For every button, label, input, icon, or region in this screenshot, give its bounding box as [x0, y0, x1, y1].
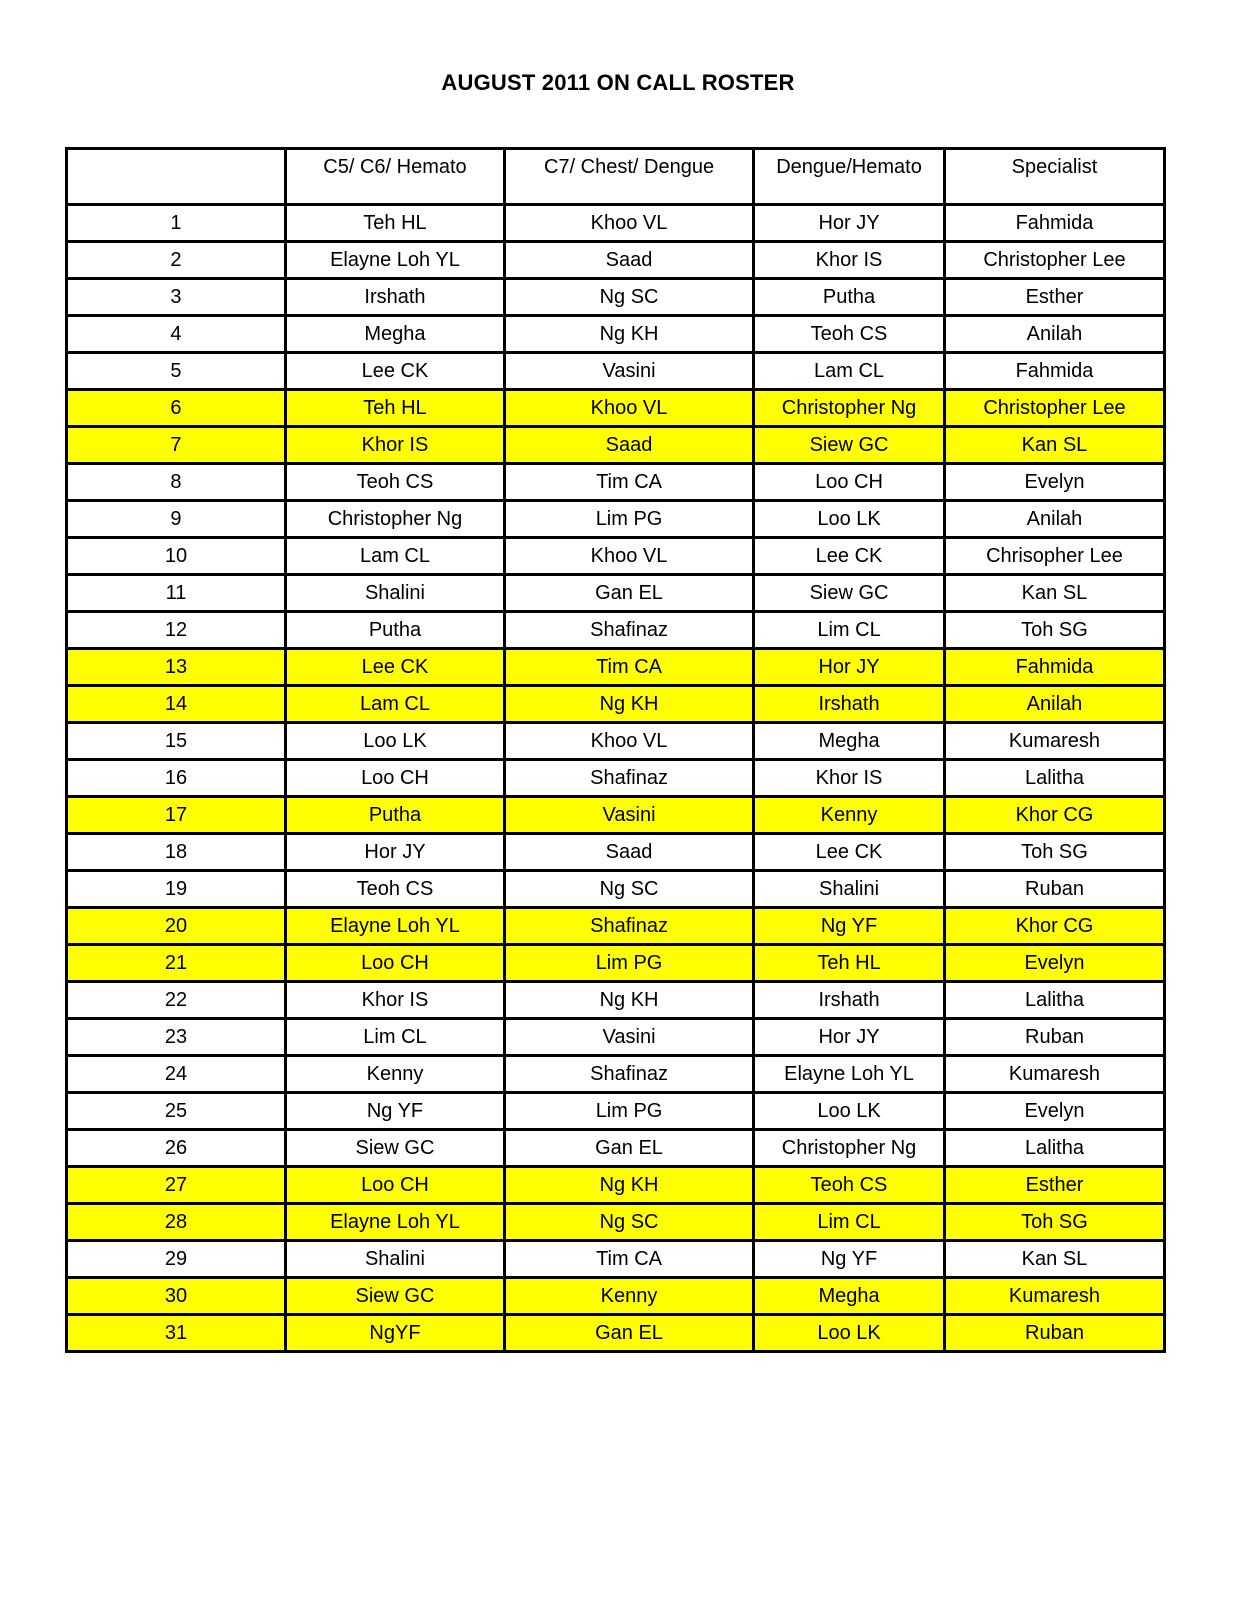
cell-dengue-hemato: Loo LK	[754, 501, 945, 538]
cell-dengue-hemato: Christopher Ng	[754, 390, 945, 427]
cell-specialist: Fahmida	[944, 205, 1164, 242]
cell-c5-c6-hemato: Teoh CS	[285, 464, 504, 501]
table-row	[67, 501, 1165, 538]
cell-day: 22	[67, 982, 286, 1019]
cell-day: 1	[67, 205, 286, 242]
cell-c5-c6-hemato: Elayne Loh YL	[285, 242, 504, 279]
cell-specialist: Kan SL	[944, 427, 1164, 464]
cell-dengue-hemato: Putha	[754, 279, 945, 316]
cell-c5-c6-hemato: Khor IS	[285, 427, 504, 464]
cell-day: 2	[67, 242, 286, 279]
table-row	[67, 723, 1165, 760]
cell-dengue-hemato: Loo LK	[754, 1315, 945, 1352]
cell-specialist: Anilah	[944, 316, 1164, 353]
header-row	[67, 149, 1165, 205]
header-c7-chest-dengue: C7/ Chest/ Dengue	[504, 149, 753, 205]
cell-dengue-hemato: Ng YF	[754, 908, 945, 945]
cell-day: 21	[67, 945, 286, 982]
cell-specialist: Evelyn	[944, 1093, 1164, 1130]
cell-c5-c6-hemato: Putha	[285, 612, 504, 649]
cell-specialist: Ruban	[944, 871, 1164, 908]
cell-day: 25	[67, 1093, 286, 1130]
table-row	[67, 575, 1165, 612]
cell-day: 23	[67, 1019, 286, 1056]
cell-dengue-hemato: Lee CK	[754, 834, 945, 871]
cell-day: 12	[67, 612, 286, 649]
cell-c5-c6-hemato: Christopher Ng	[285, 501, 504, 538]
header-specialist: Specialist	[944, 149, 1164, 205]
table-row	[67, 871, 1165, 908]
table-row	[67, 612, 1165, 649]
cell-specialist: Kumaresh	[944, 1056, 1164, 1093]
cell-specialist: Lalitha	[944, 760, 1164, 797]
cell-c5-c6-hemato: Putha	[285, 797, 504, 834]
cell-specialist: Chrisopher Lee	[944, 538, 1164, 575]
cell-specialist: Ruban	[944, 1019, 1164, 1056]
cell-c7-chest-dengue: Shafinaz	[504, 908, 753, 945]
cell-c5-c6-hemato: Megha	[285, 316, 504, 353]
cell-dengue-hemato: Hor JY	[754, 205, 945, 242]
table-row	[67, 649, 1165, 686]
cell-specialist: Fahmida	[944, 353, 1164, 390]
cell-c7-chest-dengue: Lim PG	[504, 1093, 753, 1130]
cell-c5-c6-hemato: Lee CK	[285, 649, 504, 686]
cell-c5-c6-hemato: Lim CL	[285, 1019, 504, 1056]
cell-c5-c6-hemato: Siew GC	[285, 1278, 504, 1315]
table-row	[67, 538, 1165, 575]
cell-dengue-hemato: Loo LK	[754, 1093, 945, 1130]
cell-specialist: Khor CG	[944, 908, 1164, 945]
cell-specialist: Fahmida	[944, 649, 1164, 686]
cell-dengue-hemato: Teh HL	[754, 945, 945, 982]
table-row	[67, 982, 1165, 1019]
cell-day: 30	[67, 1278, 286, 1315]
cell-c5-c6-hemato: Khor IS	[285, 982, 504, 1019]
cell-day: 29	[67, 1241, 286, 1278]
cell-c5-c6-hemato: Teh HL	[285, 205, 504, 242]
cell-dengue-hemato: Kenny	[754, 797, 945, 834]
roster-table	[65, 147, 1166, 1353]
cell-specialist: Lalitha	[944, 982, 1164, 1019]
table-row	[67, 205, 1165, 242]
cell-specialist: Kumaresh	[944, 723, 1164, 760]
cell-specialist: Toh SG	[944, 834, 1164, 871]
cell-day: 9	[67, 501, 286, 538]
cell-c7-chest-dengue: Gan EL	[504, 1315, 753, 1352]
table-row	[67, 1241, 1165, 1278]
cell-c7-chest-dengue: Ng KH	[504, 316, 753, 353]
cell-c7-chest-dengue: Tim CA	[504, 464, 753, 501]
cell-day: 6	[67, 390, 286, 427]
cell-c5-c6-hemato: Hor JY	[285, 834, 504, 871]
cell-day: 24	[67, 1056, 286, 1093]
cell-c7-chest-dengue: Shafinaz	[504, 760, 753, 797]
cell-specialist: Kan SL	[944, 1241, 1164, 1278]
cell-dengue-hemato: Lim CL	[754, 1204, 945, 1241]
cell-c5-c6-hemato: Loo CH	[285, 945, 504, 982]
cell-specialist: Lalitha	[944, 1130, 1164, 1167]
cell-c7-chest-dengue: Ng SC	[504, 1204, 753, 1241]
cell-c5-c6-hemato: Siew GC	[285, 1130, 504, 1167]
cell-specialist: Evelyn	[944, 945, 1164, 982]
cell-c5-c6-hemato: Lam CL	[285, 686, 504, 723]
cell-dengue-hemato: Irshath	[754, 686, 945, 723]
cell-c7-chest-dengue: Saad	[504, 834, 753, 871]
cell-dengue-hemato: Khor IS	[754, 242, 945, 279]
cell-c5-c6-hemato: Elayne Loh YL	[285, 908, 504, 945]
table-row	[67, 1093, 1165, 1130]
page-title: AUGUST 2011 ON CALL ROSTER	[441, 70, 795, 95]
cell-specialist: Toh SG	[944, 612, 1164, 649]
cell-c7-chest-dengue: Shafinaz	[504, 1056, 753, 1093]
cell-specialist: Anilah	[944, 501, 1164, 538]
cell-c5-c6-hemato: Shalini	[285, 1241, 504, 1278]
table-row	[67, 390, 1165, 427]
cell-c5-c6-hemato: Loo CH	[285, 1167, 504, 1204]
cell-c5-c6-hemato: NgYF	[285, 1315, 504, 1352]
table-row	[67, 686, 1165, 723]
table-row	[67, 945, 1165, 982]
table-row	[67, 1315, 1165, 1352]
cell-dengue-hemato: Siew GC	[754, 575, 945, 612]
cell-c7-chest-dengue: Tim CA	[504, 1241, 753, 1278]
table-row	[67, 1278, 1165, 1315]
cell-day: 8	[67, 464, 286, 501]
cell-day: 31	[67, 1315, 286, 1352]
table-row	[67, 797, 1165, 834]
table-row	[67, 834, 1165, 871]
cell-dengue-hemato: Ng YF	[754, 1241, 945, 1278]
cell-day: 11	[67, 575, 286, 612]
cell-dengue-hemato: Teoh CS	[754, 1167, 945, 1204]
cell-c7-chest-dengue: Gan EL	[504, 1130, 753, 1167]
cell-dengue-hemato: Christopher Ng	[754, 1130, 945, 1167]
cell-c7-chest-dengue: Shafinaz	[504, 612, 753, 649]
cell-c5-c6-hemato: Lee CK	[285, 353, 504, 390]
table-row	[67, 1019, 1165, 1056]
table-row	[67, 908, 1165, 945]
cell-dengue-hemato: Khor IS	[754, 760, 945, 797]
header-day	[67, 149, 286, 205]
cell-dengue-hemato: Siew GC	[754, 427, 945, 464]
cell-c7-chest-dengue: Lim PG	[504, 501, 753, 538]
cell-dengue-hemato: Teoh CS	[754, 316, 945, 353]
table-row	[67, 279, 1165, 316]
cell-day: 28	[67, 1204, 286, 1241]
cell-specialist: Esther	[944, 279, 1164, 316]
cell-c5-c6-hemato: Teh HL	[285, 390, 504, 427]
cell-specialist: Khor CG	[944, 797, 1164, 834]
cell-dengue-hemato: Hor JY	[754, 1019, 945, 1056]
cell-day: 3	[67, 279, 286, 316]
cell-c7-chest-dengue: Ng KH	[504, 1167, 753, 1204]
cell-day: 15	[67, 723, 286, 760]
cell-c7-chest-dengue: Lim PG	[504, 945, 753, 982]
cell-c5-c6-hemato: Lam CL	[285, 538, 504, 575]
cell-dengue-hemato: Loo CH	[754, 464, 945, 501]
cell-c7-chest-dengue: Vasini	[504, 353, 753, 390]
cell-c5-c6-hemato: Elayne Loh YL	[285, 1204, 504, 1241]
cell-c7-chest-dengue: Kenny	[504, 1278, 753, 1315]
cell-dengue-hemato: Lam CL	[754, 353, 945, 390]
cell-day: 26	[67, 1130, 286, 1167]
cell-day: 17	[67, 797, 286, 834]
cell-c7-chest-dengue: Khoo VL	[504, 390, 753, 427]
cell-c7-chest-dengue: Tim CA	[504, 649, 753, 686]
cell-c7-chest-dengue: Khoo VL	[504, 538, 753, 575]
table-row	[67, 316, 1165, 353]
cell-day: 18	[67, 834, 286, 871]
table-row	[67, 1056, 1165, 1093]
cell-specialist: Anilah	[944, 686, 1164, 723]
cell-c5-c6-hemato: Loo CH	[285, 760, 504, 797]
cell-day: 20	[67, 908, 286, 945]
cell-day: 5	[67, 353, 286, 390]
cell-c5-c6-hemato: Loo LK	[285, 723, 504, 760]
cell-c7-chest-dengue: Gan EL	[504, 575, 753, 612]
cell-c7-chest-dengue: Vasini	[504, 1019, 753, 1056]
cell-day: 13	[67, 649, 286, 686]
cell-c7-chest-dengue: Ng KH	[504, 982, 753, 1019]
roster-body	[67, 205, 1165, 1352]
cell-c7-chest-dengue: Ng SC	[504, 279, 753, 316]
table-row	[67, 1204, 1165, 1241]
table-row	[67, 760, 1165, 797]
cell-c7-chest-dengue: Saad	[504, 427, 753, 464]
cell-dengue-hemato: Shalini	[754, 871, 945, 908]
cell-specialist: Esther	[944, 1167, 1164, 1204]
header-c5-c6-hemato: C5/ C6/ Hemato	[285, 149, 504, 205]
cell-c7-chest-dengue: Saad	[504, 242, 753, 279]
cell-dengue-hemato: Megha	[754, 723, 945, 760]
table-row	[67, 1130, 1165, 1167]
cell-c7-chest-dengue: Khoo VL	[504, 205, 753, 242]
cell-dengue-hemato: Irshath	[754, 982, 945, 1019]
cell-c5-c6-hemato: Irshath	[285, 279, 504, 316]
header-dengue-hemato: Dengue/Hemato	[754, 149, 945, 205]
cell-day: 14	[67, 686, 286, 723]
cell-c5-c6-hemato: Teoh CS	[285, 871, 504, 908]
cell-specialist: Ruban	[944, 1315, 1164, 1352]
cell-day: 27	[67, 1167, 286, 1204]
cell-specialist: Christopher Lee	[944, 242, 1164, 279]
table-row	[67, 464, 1165, 501]
cell-c7-chest-dengue: Khoo VL	[504, 723, 753, 760]
cell-c5-c6-hemato: Shalini	[285, 575, 504, 612]
cell-day: 10	[67, 538, 286, 575]
cell-specialist: Kan SL	[944, 575, 1164, 612]
cell-specialist: Evelyn	[944, 464, 1164, 501]
table-row	[67, 353, 1165, 390]
table-row	[67, 242, 1165, 279]
cell-dengue-hemato: Lim CL	[754, 612, 945, 649]
cell-c7-chest-dengue: Ng KH	[504, 686, 753, 723]
cell-specialist: Christopher Lee	[944, 390, 1164, 427]
cell-day: 19	[67, 871, 286, 908]
cell-c7-chest-dengue: Ng SC	[504, 871, 753, 908]
cell-c5-c6-hemato: Kenny	[285, 1056, 504, 1093]
cell-dengue-hemato: Hor JY	[754, 649, 945, 686]
cell-specialist: Kumaresh	[944, 1278, 1164, 1315]
cell-c5-c6-hemato: Ng YF	[285, 1093, 504, 1130]
table-row	[67, 427, 1165, 464]
cell-day: 4	[67, 316, 286, 353]
cell-day: 16	[67, 760, 286, 797]
cell-dengue-hemato: Lee CK	[754, 538, 945, 575]
cell-dengue-hemato: Elayne Loh YL	[754, 1056, 945, 1093]
cell-specialist: Toh SG	[944, 1204, 1164, 1241]
table-row	[67, 1167, 1165, 1204]
cell-day: 7	[67, 427, 286, 464]
cell-dengue-hemato: Megha	[754, 1278, 945, 1315]
cell-c7-chest-dengue: Vasini	[504, 797, 753, 834]
